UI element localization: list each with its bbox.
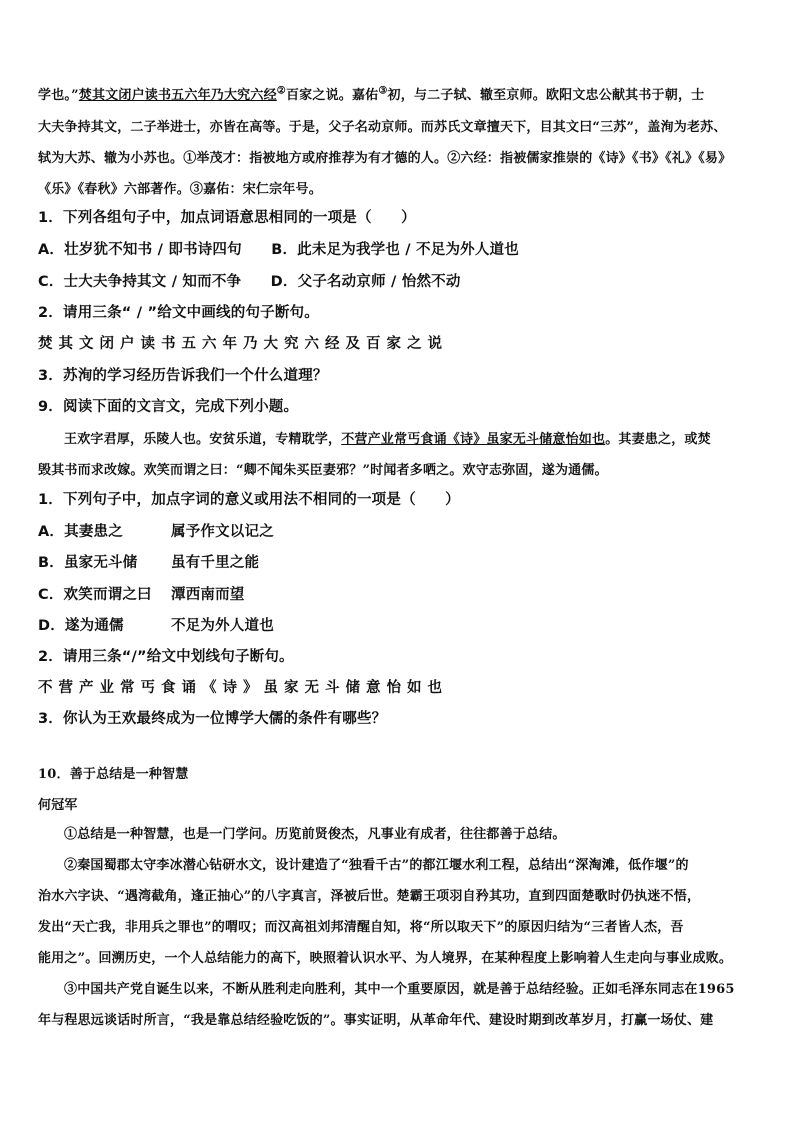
option-left: B．虽家无斗储: [38, 555, 138, 571]
q9-title: 9．阅读下面的文言文，完成下列小题。: [38, 399, 299, 415]
q10-paragraph-2-line-1: ②秦国蜀郡太守李冰潜心钻研水文，设计建造了“独看千古”的都江堰水利工程，总结出“深淘滩，低作堰”的: [64, 858, 689, 873]
option-right: 不足为外人道也: [171, 618, 274, 634]
q9-option-a: [38, 520, 274, 541]
passage1-line-1: [38, 84, 704, 103]
q10-paragraph-3-line-2: 年与程思远谈话时所言，“我是靠总结经验吃饭的”。事实证明，从革命年代、建设时期到改革岁月，打赢一场仗、建: [38, 1013, 714, 1028]
q8-subquestion-3: 3．苏洵的学习经历告诉我们一个什么道理？: [38, 368, 328, 384]
underlined-sentence: 不营产业常丐食诵《诗》虽家无斗储意怡如也: [341, 432, 606, 447]
option-left: D．遂为通儒: [38, 618, 124, 634]
q9-subquestion-3: 3．你认为王欢最终成为一位博学大儒的条件有哪些？: [38, 711, 387, 727]
option-right: 属予作文以记之: [171, 524, 274, 540]
footnote-mark: ③: [378, 85, 388, 97]
text-segment: 学也。”: [38, 88, 79, 103]
q8-subquestion-1: 1．下列各组句子中，加点词语意思相同的一项是（ ）: [38, 210, 416, 226]
text-segment: 初，与二子轼、辙至京师。欧阳文忠公献其书于朝，士: [387, 88, 705, 103]
option-left: A．其妻患之: [38, 524, 123, 540]
q10-author: 何冠军: [38, 798, 78, 813]
q9-passage-line-2: 毁其书而求改嫁。欢笑而谓之曰：“卿不闻朱买臣妻邪？”时闻者多哂之。欢守志弥固，遂为通儒。: [38, 463, 608, 478]
passage1-line-4: 《乐》《春秋》六部著作。③嘉佑：宋仁宗年号。: [38, 182, 322, 197]
q9-subquestion-1: 1．下列句子中，加点字词的意义或用法不相同的一项是（ ）: [38, 492, 460, 508]
passage1-line-2: 大夫争持其文，二子举进士，亦皆在高等。于是，父子名动京师。而苏氏文章擅天下，目其文曰“三苏”，盖洵为老苏、: [38, 120, 727, 135]
option-left: C．欢笑而谓之曰: [38, 587, 152, 603]
q10-paragraph-2-line-2: 治水六字诀、“遇湾截角，逢正抽心”的八字真言，泽被后世。楚霸王项羽自矜其功，直到四面楚歌时仍执迷不悟，: [38, 889, 701, 904]
q10-paragraph-2-line-4: 能用之”。回溯历史，一个人总结能力的高下，映照着认识水平、为人境界，在某种程度上影响着人生走向与事业成败。: [38, 951, 733, 966]
option-right: 虽有千里之能: [171, 555, 260, 571]
q10-paragraph-3-line-1: ③中国共产党自诞生以来，不断从胜利走向胜利，其中一个重要原因，就是善于总结经验。正如毛泽东同志在1965: [64, 982, 735, 997]
footnote-mark: ②: [276, 85, 286, 97]
q9-option-c: [38, 583, 245, 604]
q9-sentence: 不营产业常丐食诵《诗》虽家无斗储意怡如也: [38, 680, 448, 696]
q8-sentence: 焚其文闭户读书五六年乃大究六经及百家之说: [38, 336, 448, 352]
q10-paragraph-2-line-3: 发出“天亡我，非用兵之罪也”的喟叹；而汉高祖刘邦清醒自知，将“所以取天下”的原因归结为“三者皆人杰，吾: [38, 920, 684, 935]
passage1-line-3: 轼为大苏、辙为小苏也。①举茂才：指被地方或府推荐为有才德的人。②六经：指被儒家推崇的《诗》《书》《礼》《易》: [38, 151, 732, 166]
q9-option-b: [38, 551, 259, 572]
text-segment: 。其妻患之，或焚: [605, 432, 711, 447]
q9-passage-line-1: [64, 428, 711, 447]
option-right: 潭西南而望: [171, 587, 245, 603]
q9-option-d: [38, 614, 274, 635]
q8-options-cd: C．士大夫争持其文 / 知而不争 D．父子名动京师 / 怡然不动: [38, 274, 461, 290]
q10-title: 10．善于总结是一种智慧: [38, 767, 189, 782]
q8-options-ab: A．壮岁犹不知书 / 即书诗四句 B．此未足为我学也 / 不足为外人道也: [38, 242, 519, 258]
text-segment: 百家之说。嘉佑: [285, 88, 379, 103]
q10-paragraph-1: ①总结是一种智慧，也是一门学问。历览前贤俊杰，凡事业有成者，往往都善于总结。: [64, 827, 566, 842]
underlined-sentence: 焚其文闭户读书五六年乃大究六经: [78, 88, 277, 103]
q9-subquestion-2: 2．请用三条“/”给文中划线句子断句。: [38, 649, 294, 665]
q8-subquestion-2: 2．请用三条“ / ”给文中画线的句子断句。: [38, 305, 319, 321]
text-segment: 王欢字君厚，乐陵人也。安贫乐道，专精耽学，: [64, 432, 342, 447]
